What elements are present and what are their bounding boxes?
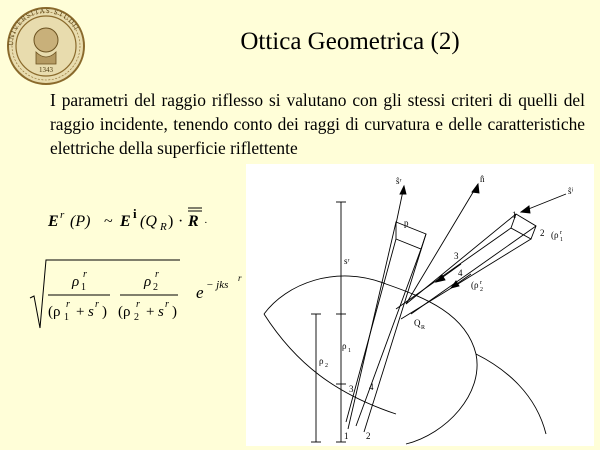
- eq1-dot1: ·: [178, 213, 184, 230]
- eq1-E: E: [48, 213, 59, 230]
- fig-label-2a: 2: [540, 228, 545, 238]
- svg-text:r: r: [165, 299, 169, 310]
- eq1-sup-r: r: [60, 209, 65, 221]
- fig-label-p: p: [404, 218, 409, 228]
- svg-text:2: 2: [325, 363, 328, 369]
- fig-label-rho1: (ρ: [551, 230, 559, 240]
- fig-label-4b: 4: [369, 382, 374, 392]
- eq1-R: R: [188, 213, 199, 230]
- svg-text:r: r: [95, 299, 99, 310]
- eq2-sup1: r: [83, 269, 87, 280]
- svg-text:1: 1: [560, 237, 563, 243]
- eq2-exp: − jks: [206, 279, 229, 291]
- seal-ring-text: UNIVERSITAS STUDII: [6, 6, 81, 47]
- eq2-den1: (ρ: [48, 304, 61, 320]
- eq1-Q-sub: R: [160, 221, 167, 233]
- slide-paragraph: I parametri del raggio riflesso si valutano con gli stessi criteri di quelli del raggio incidente, tenendo conto dei raggi di curvatura e delle caratteristiche elettriche della superficie riflettente: [50, 90, 585, 158]
- fig-label-4a: 4: [458, 268, 463, 278]
- fig-label-2b: 2: [366, 431, 371, 441]
- eq2-sup2: r: [155, 269, 159, 280]
- eq1-P: (P): [70, 213, 91, 230]
- svg-text:r: r: [66, 299, 70, 310]
- svg-text:+: +: [76, 304, 85, 320]
- eq1-E2: E: [120, 213, 131, 230]
- fig-label-1a: 1: [512, 210, 517, 220]
- eq2-den2: (ρ: [118, 304, 131, 320]
- svg-text:r: r: [560, 230, 562, 236]
- svg-text:r: r: [480, 280, 482, 286]
- eq1-Q: (Q: [140, 213, 157, 230]
- svg-text:2: 2: [480, 287, 483, 293]
- fig-label-sr: ŝʳ: [396, 176, 402, 186]
- fig-label-si: ŝⁱ: [568, 186, 574, 196]
- equation-spreading-factor: [28, 250, 263, 335]
- svg-text:R: R: [421, 325, 426, 331]
- fig-label-rho2: (ρ: [471, 280, 479, 290]
- svg-text:s: s: [88, 304, 94, 320]
- svg-text:+: +: [146, 304, 155, 320]
- svg-text:): ): [102, 304, 107, 320]
- svg-text:r: r: [136, 299, 140, 310]
- equation-reflected-field: [40, 192, 260, 242]
- seal-year: 1343: [39, 66, 53, 74]
- slide-title: Ottica Geometrica (2): [240, 28, 460, 55]
- eq1-dot2: ·: [204, 217, 208, 229]
- fig-label-3b: 3: [349, 384, 354, 394]
- fig-label-n: n̂: [480, 174, 485, 184]
- fig-label-3a: 3: [454, 251, 459, 261]
- svg-text:1: 1: [64, 312, 69, 323]
- svg-text:2: 2: [134, 312, 139, 323]
- reflection-diagram: [246, 164, 594, 446]
- fig-label-rho1-side: ρ: [342, 341, 347, 351]
- eq2-rho1: ρ: [72, 274, 80, 290]
- eq2-rho2: ρ: [144, 274, 152, 290]
- fig-label-q: Q: [414, 318, 421, 328]
- eq2-sub1: 1: [81, 282, 86, 293]
- fig-label-1b: 1: [344, 431, 349, 441]
- eq1-sup-i: i: [133, 206, 137, 221]
- eq1-sim: ~: [104, 213, 113, 230]
- fig-label-rho2-side: ρ: [319, 356, 324, 366]
- eq2-exp-e: e: [196, 283, 204, 302]
- eq2-exp-sup: r: [238, 273, 242, 283]
- eq2-sub2: 2: [153, 282, 158, 293]
- svg-text:): ): [172, 304, 177, 320]
- eq1-Q-close: ): [168, 213, 174, 230]
- fig-label-sr-dim: sʳ: [344, 256, 350, 266]
- university-seal: [6, 6, 86, 86]
- svg-text:s: s: [158, 304, 164, 320]
- svg-text:1: 1: [348, 348, 351, 354]
